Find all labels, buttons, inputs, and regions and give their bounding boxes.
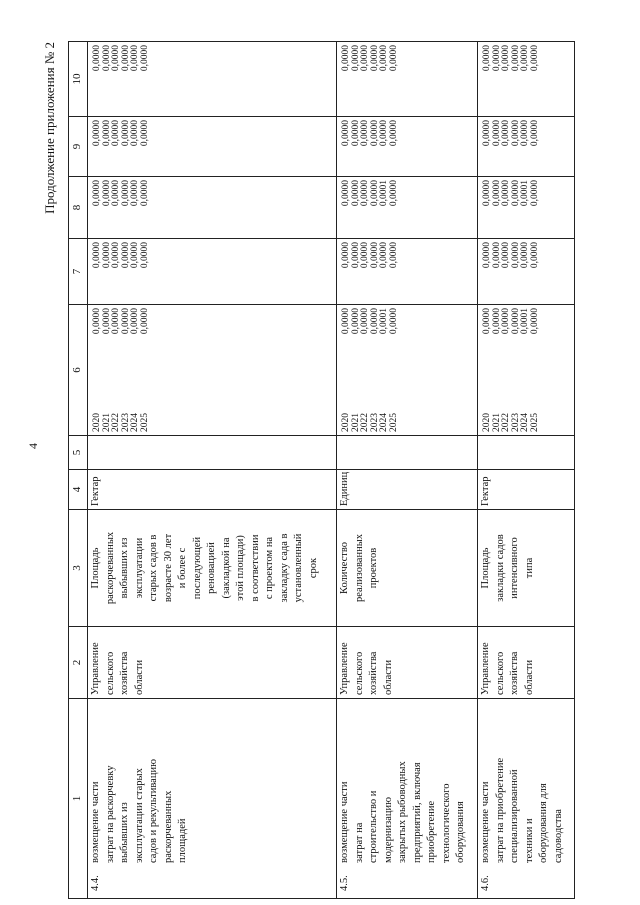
unit-cell: Гектар <box>478 470 575 510</box>
measure-name-line: затрат на раскорчевку <box>104 765 116 863</box>
measure-name-line: раскорчеванных <box>162 790 174 863</box>
column-number: 2 <box>69 627 88 699</box>
value: 0,0000 <box>379 120 390 147</box>
executor-line: Управление <box>90 642 101 695</box>
value: 0,0000 <box>139 242 150 269</box>
value: 0,0000 <box>369 45 380 72</box>
value: 0,0000 <box>341 45 351 72</box>
value: 0,0000 <box>360 242 371 269</box>
value: 0,0000 <box>139 308 150 335</box>
indicator-line: этой площади) <box>235 535 246 601</box>
value: 0,0000 <box>341 308 351 335</box>
year-label: 2025 <box>388 413 399 432</box>
year-label: 2022 <box>111 413 122 432</box>
year-list <box>89 413 151 432</box>
year-label: 2021 <box>491 413 502 432</box>
unit-cell: Единиц <box>337 470 478 510</box>
column-number-row <box>69 42 88 899</box>
value: 0,0000 <box>388 180 399 207</box>
measure-name-line: закрытых рыбоводных <box>397 761 408 863</box>
value: 0,0000 <box>120 180 131 207</box>
empty-cell <box>88 436 337 470</box>
value-list <box>338 242 400 301</box>
value: 0,0000 <box>501 308 512 335</box>
executor-line: Управление <box>480 642 491 695</box>
value: 0,0000 <box>369 242 380 269</box>
value-list <box>89 180 151 235</box>
indicator-cell <box>478 510 575 627</box>
value-cell <box>478 42 575 117</box>
year-label: 2022 <box>501 413 512 432</box>
measure-name-line: садоводства <box>552 809 564 863</box>
value-list <box>89 242 151 301</box>
page-number: 4 <box>26 443 40 449</box>
value-list <box>479 308 541 334</box>
value: 0,0000 <box>341 180 351 207</box>
measure-name <box>479 758 566 873</box>
value: 0,0000 <box>120 308 131 335</box>
value: 0,0000 <box>101 120 112 147</box>
value: 0,0000 <box>101 308 112 335</box>
value: 0,0000 <box>130 180 141 207</box>
year-label: 2024 <box>130 413 141 432</box>
value: 0,0000 <box>92 308 102 335</box>
year-label: 2021 <box>350 413 361 432</box>
value-cell <box>88 42 337 117</box>
value: 0,0000 <box>482 180 492 207</box>
value: 0,0000 <box>350 120 361 147</box>
measure-name-line: возмещение части <box>339 781 350 863</box>
value: 0,0000 <box>369 120 380 147</box>
year-list <box>338 413 400 432</box>
year-list <box>479 413 541 432</box>
indicator-line: типа <box>523 557 535 579</box>
year-label: 2023 <box>120 413 131 432</box>
indicator-line: реновацией <box>206 542 217 594</box>
indicator-line: интенсивного <box>509 537 520 599</box>
year-label: 2022 <box>360 413 371 432</box>
year-label: 2020 <box>92 413 102 432</box>
value: 0,0000 <box>482 242 492 269</box>
executor-line: хозяйства <box>368 651 379 695</box>
value-cell <box>478 117 575 177</box>
value: 0,0000 <box>369 308 380 335</box>
table-row <box>88 42 337 899</box>
appendix-table <box>68 41 575 899</box>
value: 0,0000 <box>92 45 102 72</box>
value-cell <box>337 42 478 117</box>
year-label: 2020 <box>482 413 492 432</box>
column-number: 7 <box>69 239 88 305</box>
indicator-line: установленный <box>293 533 304 603</box>
indicator-line: старых садов в <box>148 534 159 602</box>
value: 0,0000 <box>491 308 502 335</box>
indicator-line: с проектом на <box>264 536 275 600</box>
value: 0,0000 <box>520 45 531 72</box>
value: 0,0000 <box>482 45 492 72</box>
value-list <box>479 120 541 173</box>
value: 0,0000 <box>520 242 531 269</box>
value: 0,0000 <box>529 120 540 147</box>
value: 0,0000 <box>491 120 502 147</box>
indicator-line: реализованных <box>353 534 365 603</box>
value: 0,0000 <box>501 120 512 147</box>
year-label: 2023 <box>510 413 521 432</box>
value: 0,0000 <box>510 180 521 207</box>
measure-name-line: возмещение части <box>480 781 491 863</box>
value: 0,0000 <box>369 180 380 207</box>
value-list <box>338 120 400 173</box>
value-list <box>479 45 541 113</box>
measure-name-line: оборудования для <box>538 783 549 863</box>
indicator-line: последующей <box>191 536 203 600</box>
value-cell <box>478 239 575 305</box>
indicator-line: (закладкой на <box>220 537 232 599</box>
value: 0,0000 <box>529 242 540 269</box>
value-list <box>338 45 400 113</box>
value: 0,0000 <box>111 120 122 147</box>
value: 0,0000 <box>491 180 502 207</box>
value-cell <box>337 177 478 239</box>
value: 0,0000 <box>510 242 521 269</box>
indicator-line: Количество <box>339 541 350 595</box>
value: 0,0000 <box>482 308 492 335</box>
executor-line: хозяйства <box>119 651 130 695</box>
value: 0,0000 <box>350 242 361 269</box>
value: 0,0000 <box>101 242 112 269</box>
value: 0,0000 <box>388 120 399 147</box>
value: 0,0000 <box>529 180 540 207</box>
year-value-cell <box>88 305 337 436</box>
value: 0,0000 <box>92 180 102 207</box>
value: 0,0000 <box>120 242 131 269</box>
indicator-cell <box>337 510 478 627</box>
column-number: 5 <box>69 436 88 470</box>
value-list <box>338 180 400 235</box>
indicator-line: проектов <box>368 547 379 589</box>
year-label: 2025 <box>529 413 540 432</box>
indicator-line: Площадь <box>90 547 101 589</box>
value: 0,0000 <box>491 242 502 269</box>
value-list <box>479 180 541 235</box>
indicator-cell <box>88 510 337 627</box>
row-number: 4.5. <box>339 875 350 891</box>
row-number: 4.4. <box>90 875 101 891</box>
indicator-line: закладки садов <box>494 534 506 602</box>
measure-name-line: садов и рекультивацию <box>148 759 159 863</box>
value: 0,0000 <box>360 308 371 335</box>
value: 0,0000 <box>130 120 141 147</box>
empty-cell <box>337 436 478 470</box>
indicator-line: срок <box>307 557 319 579</box>
value: 0,0000 <box>139 180 150 207</box>
value: 0,0000 <box>111 308 122 335</box>
year-label: 2024 <box>520 413 531 432</box>
value: 0,0000 <box>341 120 351 147</box>
value: 0,0000 <box>510 120 521 147</box>
measure-name-line: техники и <box>523 818 535 863</box>
indicator-line: и более с <box>177 547 188 589</box>
empty-cell <box>478 436 575 470</box>
value: 0,0000 <box>379 45 390 72</box>
value: 0,0000 <box>529 45 540 72</box>
measure-name-line: строительство и <box>368 790 379 863</box>
value: 0,0000 <box>379 242 390 269</box>
value: 0,0000 <box>101 45 112 72</box>
value: 0,0000 <box>360 120 371 147</box>
executor-line: области <box>133 659 145 695</box>
value-list <box>89 308 151 334</box>
value-list <box>89 120 151 173</box>
measure-cell <box>337 699 478 899</box>
value: 0,0000 <box>501 180 512 207</box>
value: 0,0000 <box>350 180 361 207</box>
measure-name <box>338 761 469 873</box>
value: 0,0000 <box>139 45 150 72</box>
value: 0,0000 <box>510 308 521 335</box>
executor-line: области <box>382 659 394 695</box>
column-number: 4 <box>69 470 88 510</box>
indicator-line: в соответствии <box>249 534 261 602</box>
value: 0,0000 <box>520 120 531 147</box>
column-number: 8 <box>69 177 88 239</box>
value: 0,0000 <box>341 242 351 269</box>
column-number: 3 <box>69 510 88 627</box>
executor-line: сельского <box>494 651 506 695</box>
value: 0,0000 <box>130 308 141 335</box>
executor-line: сельского <box>353 651 365 695</box>
measure-name-line: возмещение части <box>90 781 101 863</box>
measure-name-line: специализированной <box>509 769 520 863</box>
measure-name-line: предприятий, включая <box>411 762 423 863</box>
indicator-line: эксплуатации <box>133 537 145 599</box>
measure-name-line: затрат на <box>353 822 365 863</box>
value: 0,0000 <box>111 45 122 72</box>
value: 0,0000 <box>130 45 141 72</box>
unit-cell: Гектар <box>88 470 337 510</box>
year-label: 2024 <box>379 413 390 432</box>
value: 0,0001 <box>379 308 390 335</box>
measure-name-line: оборудования <box>455 801 466 863</box>
measure-name-line: технологического <box>440 783 452 863</box>
executor-cell <box>478 627 575 699</box>
value-cell <box>88 117 337 177</box>
value: 0,0000 <box>120 45 131 72</box>
year-value-cell <box>478 305 575 436</box>
column-number: 6 <box>69 305 88 436</box>
value: 0,0000 <box>139 120 150 147</box>
value: 0,0000 <box>482 120 492 147</box>
measure-name-line: затрат на приобретение <box>494 757 506 863</box>
value-cell <box>88 239 337 305</box>
table-row <box>478 42 575 899</box>
indicator-line: возрасте 30 лет <box>162 533 174 603</box>
value: 0,0000 <box>529 308 540 335</box>
value: 0,0000 <box>510 45 521 72</box>
value-list <box>338 308 400 334</box>
indicator-line: закладку сада в <box>278 533 290 603</box>
measure-name-line: выбывших из <box>119 802 130 863</box>
value: 0,0000 <box>501 242 512 269</box>
table-row <box>337 42 478 899</box>
value: 0,0001 <box>520 308 531 335</box>
year-value-cell <box>337 305 478 436</box>
executor-cell <box>88 627 337 699</box>
executor-cell <box>337 627 478 699</box>
year-label: 2020 <box>341 413 351 432</box>
value: 0,0000 <box>360 45 371 72</box>
indicator-line: Площадь <box>480 547 491 589</box>
value: 0,0001 <box>520 180 531 207</box>
value: 0,0000 <box>111 242 122 269</box>
measure-cell <box>88 699 337 899</box>
year-label: 2021 <box>101 413 112 432</box>
indicator-line: раскорчеванных <box>104 531 116 605</box>
value: 0,0000 <box>388 242 399 269</box>
column-number: 10 <box>69 42 88 117</box>
year-label: 2025 <box>139 413 150 432</box>
value-cell <box>337 117 478 177</box>
value: 0,0001 <box>379 180 390 207</box>
value: 0,0000 <box>111 180 122 207</box>
measure-cell <box>478 699 575 899</box>
value: 0,0000 <box>350 45 361 72</box>
measure-name-line: приобретение <box>426 800 437 863</box>
value: 0,0000 <box>388 308 399 335</box>
executor-line: Управление <box>339 642 350 695</box>
value-cell <box>478 177 575 239</box>
value: 0,0000 <box>120 120 131 147</box>
value-list <box>479 242 541 301</box>
measure-name <box>89 759 191 873</box>
value: 0,0000 <box>491 45 502 72</box>
measure-name-line: площадей <box>177 818 188 863</box>
indicator-line: выбывших из <box>119 537 130 599</box>
continuation-title: Продолжение приложения № 2 <box>42 42 57 214</box>
value: 0,0000 <box>360 180 371 207</box>
measure-name-line: модернизацию <box>382 797 394 863</box>
value: 0,0000 <box>501 45 512 72</box>
column-number: 1 <box>69 699 88 899</box>
value: 0,0000 <box>92 120 102 147</box>
column-number: 9 <box>69 117 88 177</box>
value: 0,0000 <box>130 242 141 269</box>
measure-name-line: эксплуатации старых <box>133 768 145 863</box>
row-number: 4.6. <box>480 875 491 891</box>
value-cell <box>337 239 478 305</box>
value: 0,0000 <box>101 180 112 207</box>
value-list <box>89 45 151 113</box>
executor-line: сельского <box>104 651 116 695</box>
executor-line: области <box>523 659 535 695</box>
year-label: 2023 <box>369 413 380 432</box>
value: 0,0000 <box>350 308 361 335</box>
executor-line: хозяйства <box>509 651 520 695</box>
value-cell <box>88 177 337 239</box>
value: 0,0000 <box>92 242 102 269</box>
value: 0,0000 <box>388 45 399 72</box>
